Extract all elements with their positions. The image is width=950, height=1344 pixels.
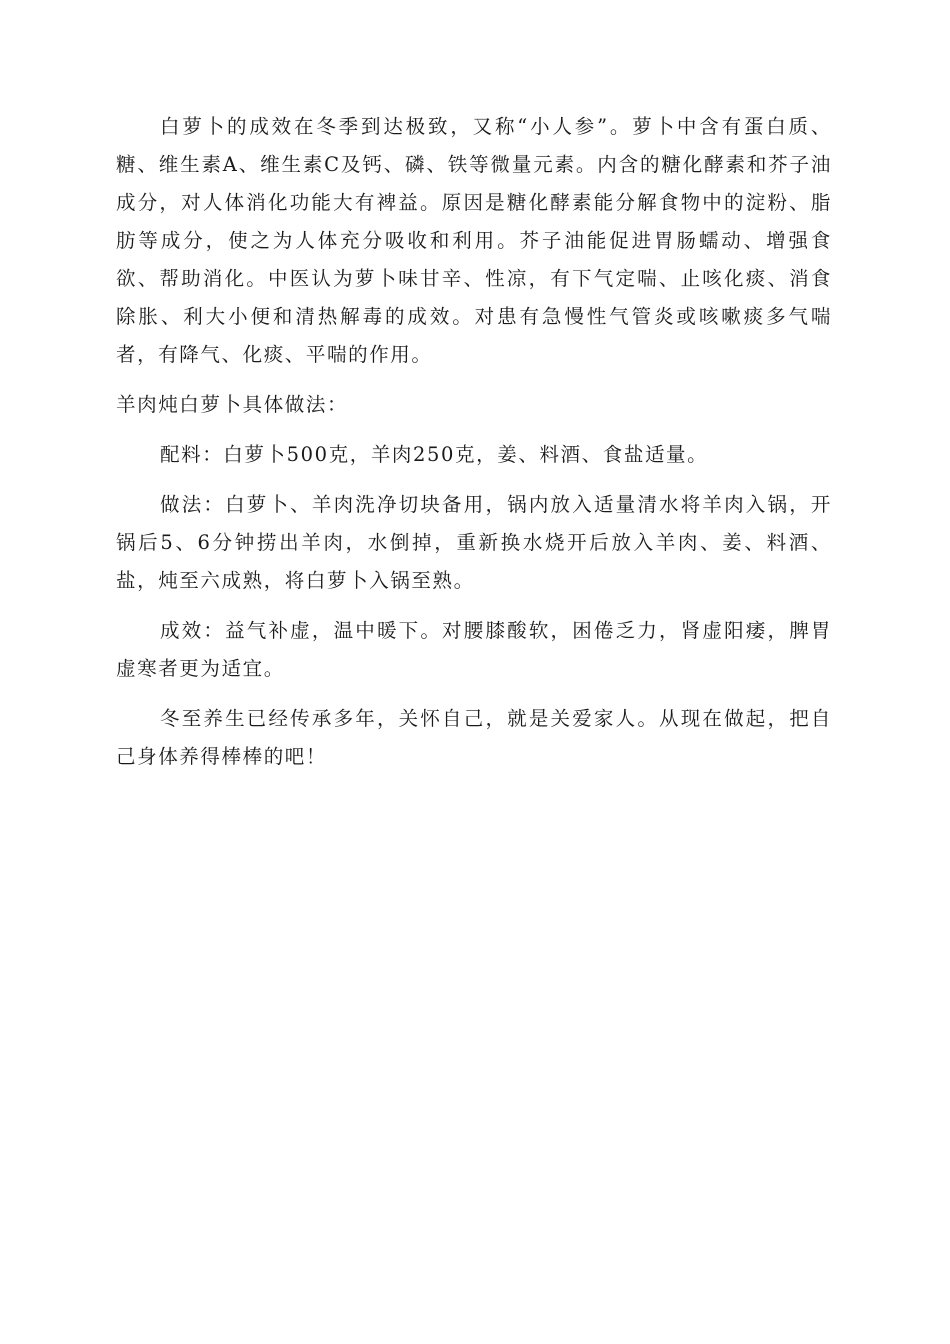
paragraph-effects: 成效：益气补虚，温中暖下。对腰膝酸软，困倦乏力，肾虚阳痿，脾胃虚寒者更为适宜。: [116, 619, 832, 680]
paragraph-radish-benefits: 白萝卜的成效在冬季到达极致，又称“小人参”。萝卜中含有蛋白质、糖、维生素A、维生素C及钙、磷、铁等微量元素。内含的糖化酵素和芥子油成分，对人体消化功能大有裨益。原因是糖化酵素能分解食物中的淀粉、脂肪等成分，使之为人体充分吸收和利用。芥子油能促进胃肠蠕动、增强食欲、帮助消化。中医认为萝卜味甘辛、性凉，有下气定喘、止咳化痰、消食除胀、利大小便和清热解毒的成效。对患有急慢性气管炎或咳嗽痰多气喘者，有降气、化痰、平喘的作用。: [116, 115, 832, 366]
paragraph-closing: 冬至养生已经传承多年，关怀自己，就是关爱家人。从现在做起，把自己身体养得棒棒的吧！: [116, 707, 832, 768]
recipe-heading: 羊肉炖白萝卜具体做法：: [116, 393, 349, 416]
document-body: [116, 108, 832, 788]
paragraph-ingredients: 配料：白萝卜500克，羊肉250克，姜、料酒、食盐适量。: [160, 443, 709, 466]
paragraph-method: 做法：白萝卜、羊肉洗净切块备用，锅内放入适量清水将羊肉入锅，开锅后5、6分钟捞出羊肉，水倒掉，重新换水烧开后放入羊肉、姜、料酒、盐，炖至六成熟，将白萝卜入锅至熟。: [116, 493, 832, 592]
